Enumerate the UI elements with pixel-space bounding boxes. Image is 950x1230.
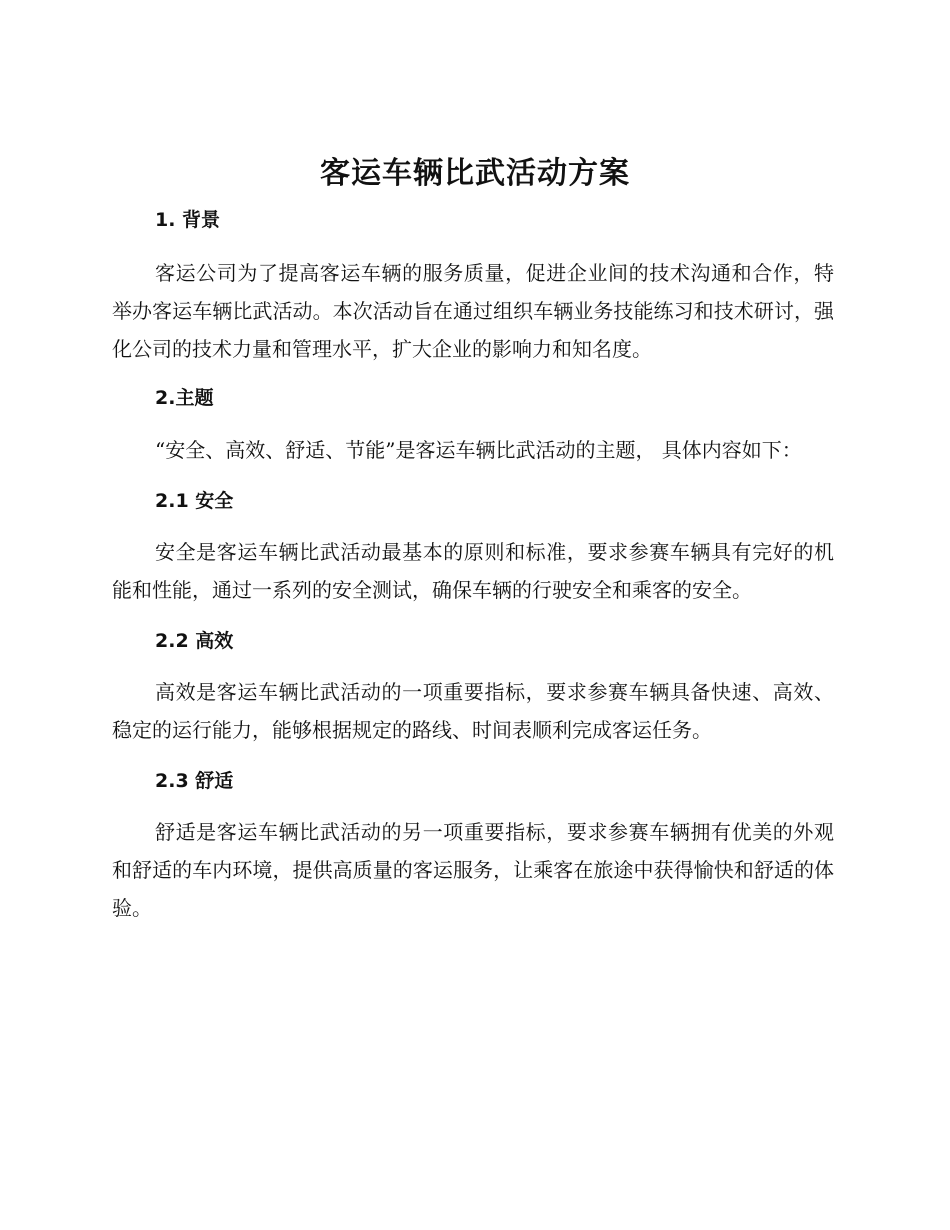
- section-text-theme: “安全、高效、舒适、节能”是客运车辆比武活动的主题， 具体内容如下：: [155, 438, 802, 462]
- section-text-background: 客运公司为了提高客运车辆的服务质量，促进企业间的技术沟通和合作，特举办客运车辆比武活动。本次活动旨在通过组织车辆业务技能练习和技术研讨，强化公司的技术力量和管理水平，扩大企业的影响力和知名度。: [112, 261, 834, 361]
- document-title: 客运车辆比武活动方案: [320, 156, 630, 191]
- section-heading-theme: 2.主题: [155, 387, 214, 409]
- section-heading-background: 1. 背景: [155, 209, 221, 231]
- section-text-comfort: 舒适是客运车辆比武活动的另一项重要指标，要求参赛车辆拥有优美的外观和舒适的车内环境，提供高质量的客运服务，让乘客在旅途中获得愉快和舒适的体验。: [112, 820, 834, 920]
- section-heading-efficiency: 2.2 高效: [155, 630, 234, 652]
- section-text-safety: 安全是客运车辆比武活动最基本的原则和标准，要求参赛车辆具有完好的机能和性能，通过一系列的安全测试，确保车辆的行驶安全和乘客的安全。: [112, 540, 834, 602]
- section-heading-comfort: 2.3 舒适: [155, 770, 234, 792]
- section-text-efficiency: 高效是客运车辆比武活动的一项重要指标，要求参赛车辆具备快速、高效、稳定的运行能力，能够根据规定的路线、时间表顺利完成客运任务。: [112, 680, 834, 742]
- section-heading-safety: 2.1 安全: [155, 490, 234, 512]
- document-body: [112, 200, 834, 927]
